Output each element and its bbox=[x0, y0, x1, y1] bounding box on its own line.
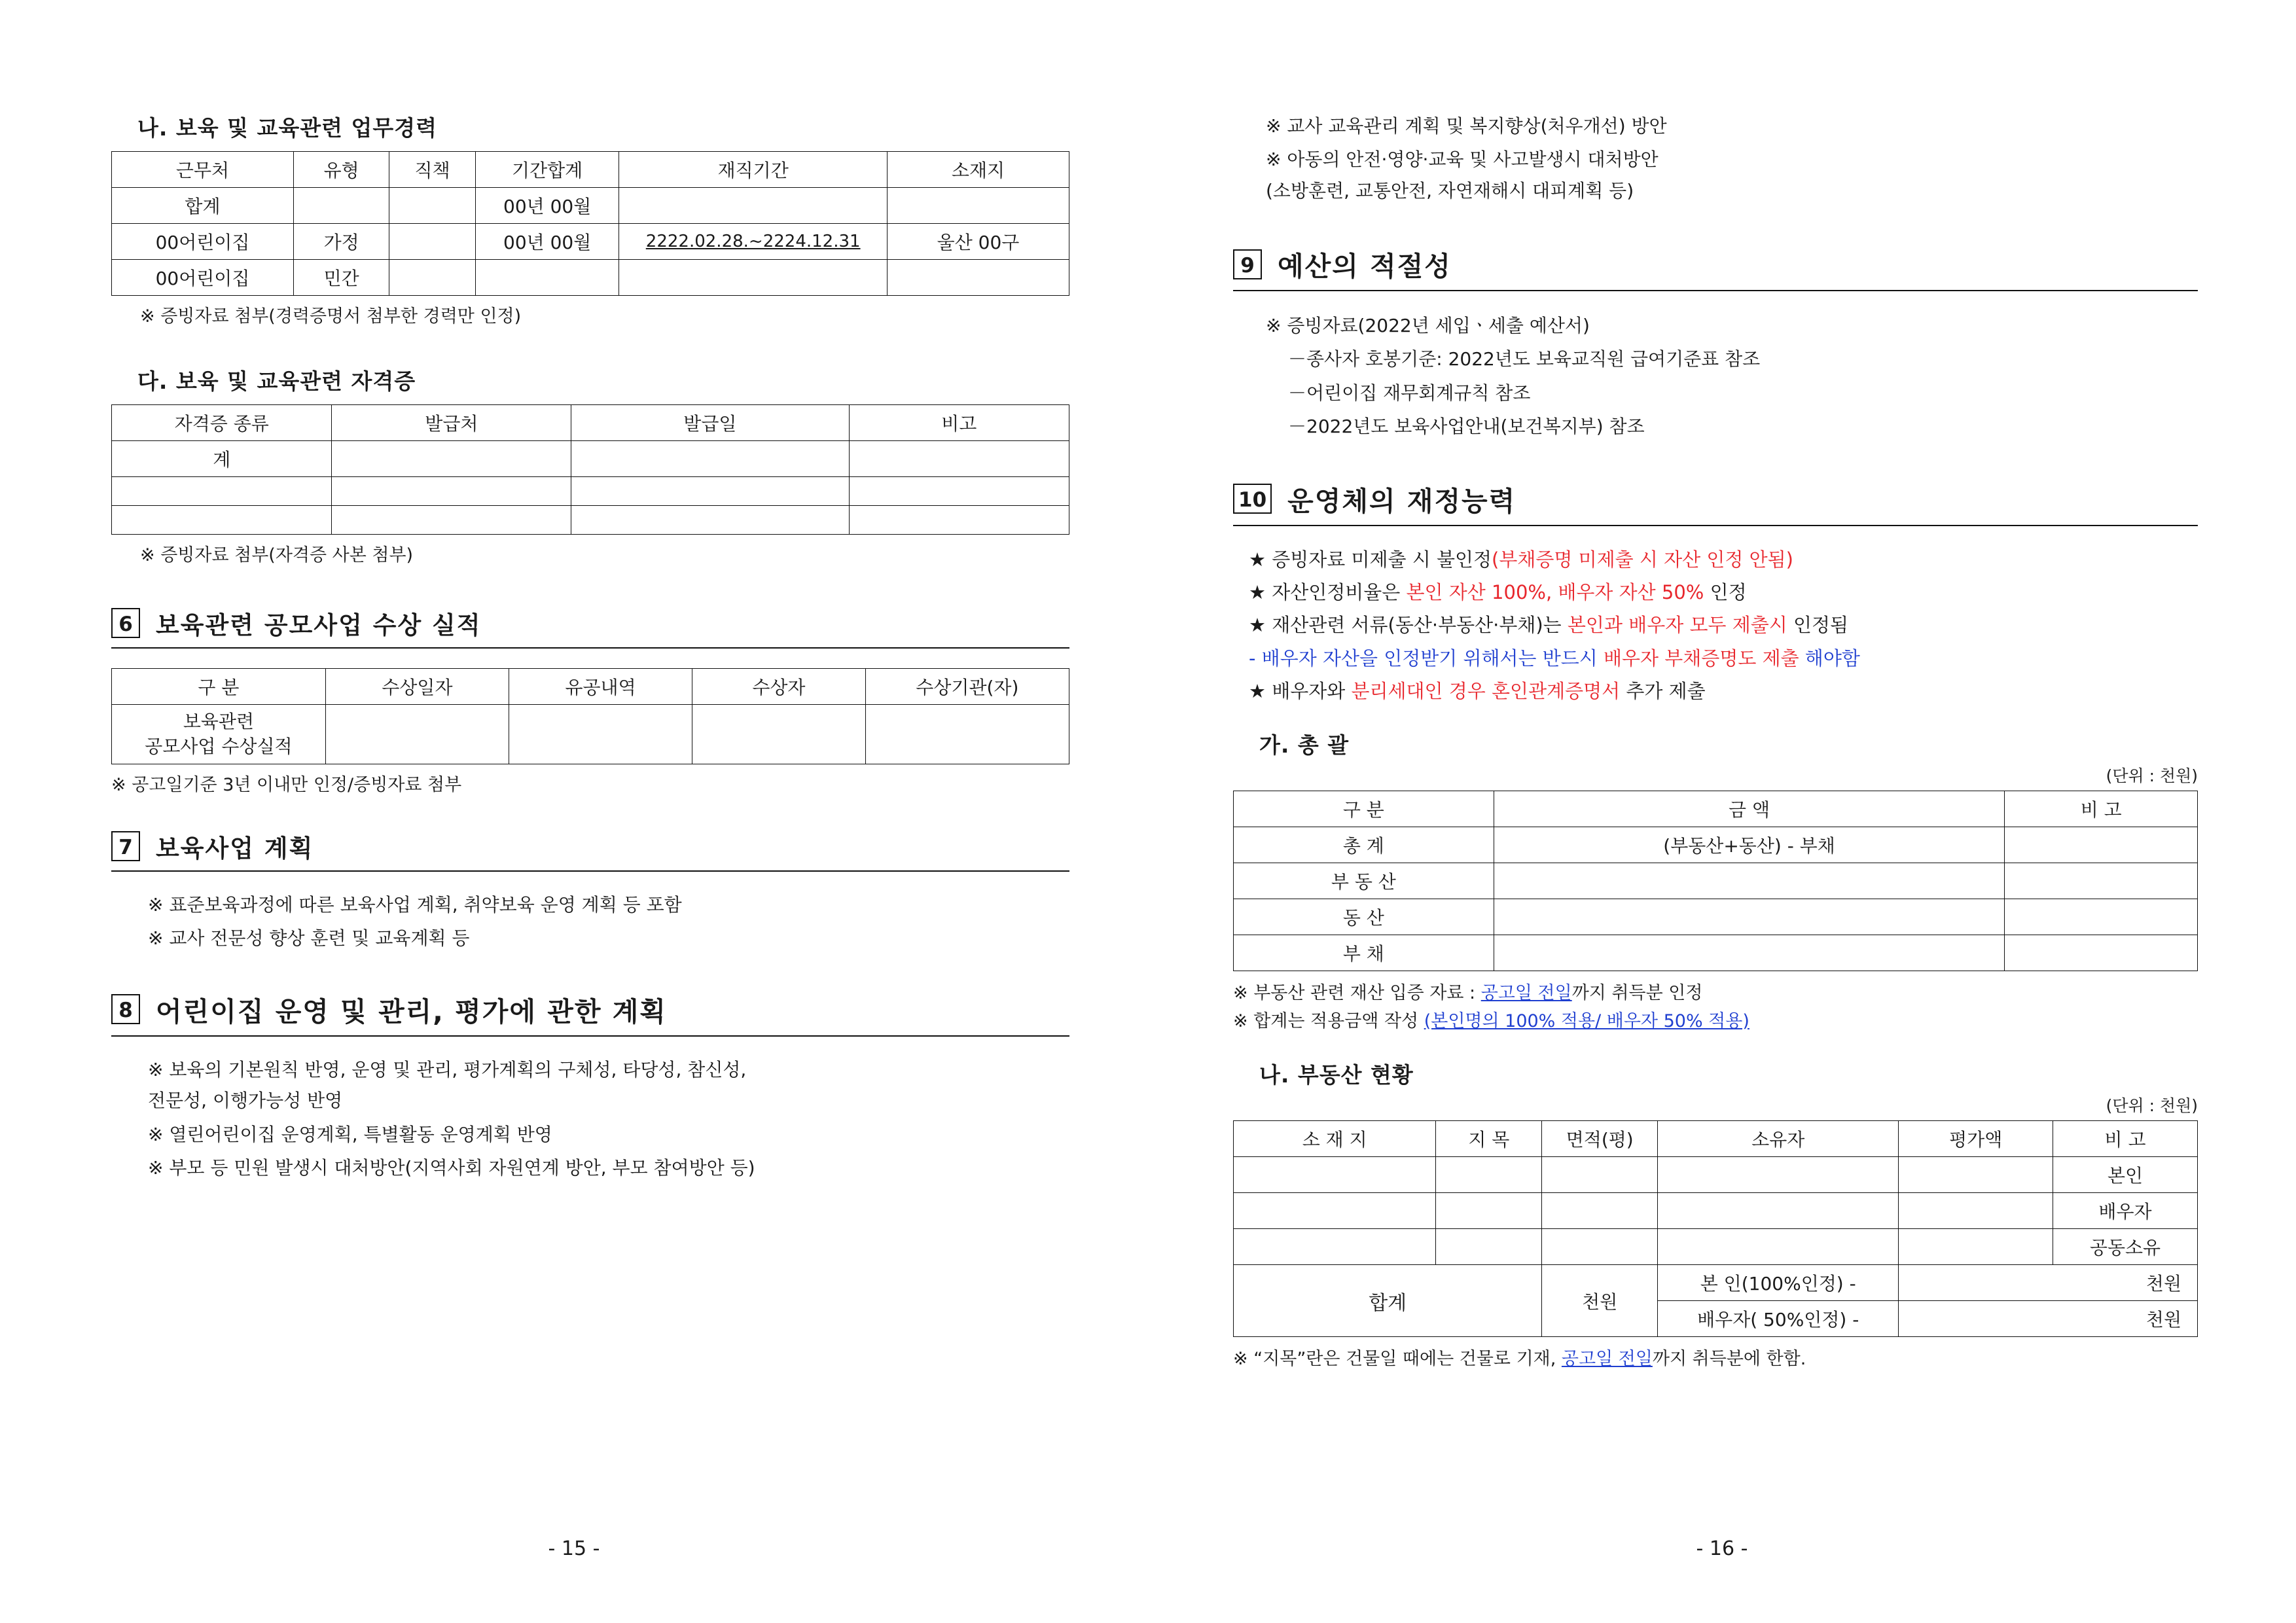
cell-division: 부 채 bbox=[1234, 935, 1494, 971]
star-text: ★ 재산관련 서류(동산·부동산·부채)는 bbox=[1249, 614, 1568, 637]
cell-type bbox=[293, 188, 389, 224]
summary-unit: (단위 : 천원) bbox=[2106, 766, 2198, 786]
cell-issuer bbox=[332, 440, 571, 476]
section-7-items bbox=[148, 890, 1069, 954]
star-text-tail: 추가 제출 bbox=[1620, 680, 1706, 703]
table-row bbox=[1234, 935, 2198, 971]
col-appraised-value: 평가액 bbox=[1899, 1121, 2053, 1157]
col-remarks: 비 고 bbox=[2053, 1121, 2198, 1157]
list-item: －어린이집 재무회계규칙 참조 bbox=[1288, 382, 1531, 404]
table-total-row bbox=[1234, 1265, 2198, 1301]
cell-issue-date bbox=[571, 476, 849, 505]
cell-owner-self: 본 인(100%인정) - bbox=[1658, 1265, 1899, 1301]
section-7-title: 보육사업 계획 bbox=[156, 834, 314, 863]
right-column bbox=[1148, 0, 2296, 1623]
note-highlight: 공고일 전일 bbox=[1480, 983, 1572, 1004]
col-issuer: 발급처 bbox=[332, 404, 571, 440]
cell-land-category bbox=[1436, 1193, 1542, 1229]
section-10-title: 운영체의 재정능력 bbox=[1287, 485, 1516, 517]
realestate-heading: 나. 부동산 현황 bbox=[1259, 1062, 1414, 1088]
section-6-title: 보육관련 공모사업 수상 실적 bbox=[156, 611, 482, 639]
table-row bbox=[112, 505, 1069, 534]
cell-amount: (부동산+동산) - 부채 bbox=[1494, 827, 2005, 863]
section-6-number: 6 bbox=[111, 608, 140, 638]
cell-workplace: 합계 bbox=[112, 188, 294, 224]
section-9-heading bbox=[1233, 245, 2198, 283]
realestate-note bbox=[1233, 1346, 2198, 1373]
table-row bbox=[112, 705, 1069, 764]
cell-amount bbox=[1494, 863, 2005, 899]
summary-note-2 bbox=[1233, 1008, 2198, 1035]
section-6-heading bbox=[111, 605, 1069, 641]
cell-value-spouse: 천원 bbox=[1899, 1301, 2198, 1337]
cell-remarks bbox=[849, 505, 1069, 534]
col-remarks: 비고 bbox=[849, 404, 1069, 440]
cell-total-period: 00년 00월 bbox=[475, 188, 619, 224]
section-8-title: 어린이집 운영 및 관리, 평가에 관한 계획 bbox=[156, 995, 667, 1027]
list-item: －2022년도 보육사업안내(보건복지부) 참조 bbox=[1288, 416, 1645, 438]
cell-owner-spouse: 배우자( 50%인정) - bbox=[1658, 1301, 1899, 1337]
star-text-tail: 인정됨 bbox=[1787, 614, 1848, 637]
col-remarks: 비 고 bbox=[2005, 791, 2198, 827]
cell-amount bbox=[1494, 935, 2005, 971]
list-item: ※ 열린어린이집 운영계획, 특별활동 운영계획 반영 bbox=[148, 1123, 552, 1145]
page-number-right: - 16 - bbox=[1696, 1537, 1748, 1560]
star-text: ★ 증빙자료 미제출 시 불인정 bbox=[1249, 548, 1492, 571]
cell-location: 울산 00구 bbox=[887, 224, 1069, 260]
table-row bbox=[1234, 827, 2198, 863]
list-item: 전문성, 이행가능성 반영 bbox=[148, 1090, 343, 1112]
cell-position bbox=[389, 224, 476, 260]
cell-awardee bbox=[692, 705, 866, 764]
cell-type: 가정 bbox=[293, 224, 389, 260]
table-row bbox=[112, 224, 1069, 260]
section-7-number: 7 bbox=[111, 831, 140, 861]
certificates-heading: 다. 보육 및 교육관련 자격증 bbox=[137, 368, 416, 394]
subsection-realestate bbox=[1233, 1058, 2198, 1373]
col-location: 소 재 지 bbox=[1234, 1121, 1436, 1157]
cell-owner bbox=[1658, 1229, 1899, 1265]
table-header-row bbox=[1234, 1121, 2198, 1157]
cell-location bbox=[887, 188, 1069, 224]
cell-amount bbox=[1494, 899, 2005, 935]
cell-total-label: 합계 bbox=[1234, 1265, 1542, 1337]
cell-total-period bbox=[475, 260, 619, 296]
cell-cert-type bbox=[112, 476, 332, 505]
list-item: ※ 표준보육과정에 따른 보육사업 계획, 취약보육 운영 계획 등 포함 bbox=[148, 894, 682, 916]
realestate-unit: (단위 : 천원) bbox=[2106, 1096, 2198, 1116]
star-highlight: (부채증명 미제출 시 자산 인정 안됨) bbox=[1492, 548, 1793, 571]
section-10-number: 10 bbox=[1233, 484, 1272, 514]
section-10-rule bbox=[1233, 525, 2198, 526]
table-header-row bbox=[112, 669, 1069, 705]
list-item bbox=[1249, 577, 2198, 607]
table-row bbox=[1234, 1229, 2198, 1265]
finance-star-notes bbox=[1249, 544, 2198, 707]
list-item: ※ 아동의 안전·영양·교육 및 사고발생시 대처방안 bbox=[1266, 149, 1659, 171]
note-text: ※ 합계는 적용금액 작성 bbox=[1233, 1010, 1424, 1031]
col-issue-date: 발급일 bbox=[571, 404, 849, 440]
awards-note: ※ 공고일기준 3년 이내만 인정/증빙자료 첨부 bbox=[111, 774, 462, 795]
star-text: - 배우자 자산을 인정받기 위해서는 반드시 bbox=[1249, 647, 1604, 669]
note-text-tail: 까지 취득분에 한함. bbox=[1652, 1349, 1806, 1370]
col-area: 면적(평) bbox=[1542, 1121, 1658, 1157]
cell-cert-type: 계 bbox=[112, 440, 332, 476]
list-item: ※ 부모 등 민원 발생시 대처방안(지역사회 자원연계 방안, 부모 참여방안 등) bbox=[148, 1156, 755, 1179]
cell-owner bbox=[1658, 1193, 1899, 1229]
note-highlight: 공고일 전일 bbox=[1561, 1349, 1653, 1370]
realestate-table bbox=[1233, 1120, 2198, 1337]
section-work-experience bbox=[111, 111, 1069, 330]
cell-total-period: 00년 00월 bbox=[475, 224, 619, 260]
cell-remarks: 배우자 bbox=[2053, 1193, 2198, 1229]
star-text: ★ 자산인정비율은 bbox=[1249, 580, 1407, 603]
cell-cert-type bbox=[112, 505, 332, 534]
list-item bbox=[1249, 676, 2198, 706]
cell-location bbox=[1234, 1193, 1436, 1229]
cell-location bbox=[887, 260, 1069, 296]
col-position: 직책 bbox=[389, 152, 476, 188]
cell-remarks: 본인 bbox=[2053, 1157, 2198, 1193]
certificates-table bbox=[111, 404, 1069, 535]
cell-division: 동 산 bbox=[1234, 899, 1494, 935]
cell-remarks: 공동소유 bbox=[2053, 1229, 2198, 1265]
awards-table bbox=[111, 668, 1069, 764]
star-highlight: 분리세대인 경우 혼인관계증명서 bbox=[1351, 680, 1621, 703]
cell-issuer bbox=[332, 505, 571, 534]
section-8-heading bbox=[111, 990, 1069, 1029]
cell-land-category bbox=[1436, 1229, 1542, 1265]
star-highlight: 본인 자산 100%, 배우자 자산 50% bbox=[1406, 580, 1704, 603]
cell-remarks bbox=[849, 440, 1069, 476]
cell-employment-period bbox=[619, 260, 888, 296]
cell-employment-period: 2222.02.28.~2224.12.31 bbox=[619, 224, 888, 260]
table-row bbox=[1234, 899, 2198, 935]
star-text-tail: 인정 bbox=[1704, 580, 1747, 603]
section-6-rule bbox=[111, 647, 1069, 649]
work-experience-table bbox=[111, 151, 1069, 296]
col-location: 소재지 bbox=[887, 152, 1069, 188]
col-award-date: 수상일자 bbox=[325, 669, 509, 705]
summary-heading: 가. 총 괄 bbox=[1259, 732, 1350, 758]
table-header-row bbox=[112, 152, 1069, 188]
list-item: ※ 증빙자료(2022년 세입ㆍ세출 예산서) bbox=[1266, 315, 1590, 337]
col-total-period: 기간합계 bbox=[475, 152, 619, 188]
cell-appraised-value bbox=[1899, 1157, 2053, 1193]
award-label-line1: 보육관련 bbox=[183, 711, 255, 732]
section-9-title: 예산의 적절성 bbox=[1278, 251, 1452, 283]
cell-remarks bbox=[2005, 863, 2198, 899]
cell-area bbox=[1542, 1157, 1658, 1193]
cell-land-category bbox=[1436, 1157, 1542, 1193]
section-10-finance bbox=[1233, 480, 2198, 1373]
summary-note-1 bbox=[1233, 980, 2198, 1007]
subsection-summary bbox=[1233, 728, 2198, 1035]
section-10-heading bbox=[1233, 480, 2198, 518]
list-item bbox=[1249, 643, 2198, 673]
cell-awarding-org bbox=[865, 705, 1069, 764]
work-experience-heading: 나. 보육 및 교육관련 업무경력 bbox=[137, 115, 438, 141]
cell-division: 총 계 bbox=[1234, 827, 1494, 863]
list-item bbox=[1249, 610, 2198, 640]
section-9-items bbox=[1266, 311, 2198, 441]
cell-award-label bbox=[112, 705, 326, 764]
note-highlight: (본인명의 100% 적용/ 배우자 50% 적용) bbox=[1424, 1010, 1749, 1031]
cell-position bbox=[389, 188, 476, 224]
list-item: ※ 교사 전문성 향상 훈련 및 교육계획 등 bbox=[148, 927, 470, 950]
star-text: ★ 배우자와 bbox=[1249, 680, 1352, 703]
col-awarding-org: 수상기관(자) bbox=[865, 669, 1069, 705]
star-highlight: 본인과 배우자 모두 제출시 bbox=[1567, 614, 1787, 637]
note-text: ※ “지목”란은 건물일 때에는 건물로 기재, bbox=[1233, 1349, 1562, 1370]
cell-appraised-value bbox=[1899, 1229, 2053, 1265]
section-7-rule bbox=[111, 870, 1069, 872]
section-8-items bbox=[148, 1055, 1069, 1183]
table-row bbox=[1234, 863, 2198, 899]
cell-workplace: 00어린이집 bbox=[112, 260, 294, 296]
award-label-line2: 공모사업 수상실적 bbox=[145, 735, 293, 757]
table-row bbox=[1234, 1193, 2198, 1229]
cell-position bbox=[389, 260, 476, 296]
col-merit: 유공내역 bbox=[509, 669, 692, 705]
cell-issue-date bbox=[571, 440, 849, 476]
cell-owner bbox=[1658, 1157, 1899, 1193]
page-number-left: - 15 - bbox=[548, 1537, 600, 1560]
section-8-number: 8 bbox=[111, 994, 140, 1024]
col-amount: 금 액 bbox=[1494, 791, 2005, 827]
section-7-plan bbox=[111, 829, 1069, 954]
star-highlight: 배우자 부채증명도 제출 bbox=[1604, 647, 1799, 669]
cell-type: 민간 bbox=[293, 260, 389, 296]
col-awardee: 수상자 bbox=[692, 669, 866, 705]
section-9-number: 9 bbox=[1233, 249, 1262, 279]
list-item: ※ 교사 교육관리 계획 및 복지향상(처우개선) 방안 bbox=[1266, 115, 1667, 137]
table-header-row bbox=[1234, 791, 2198, 827]
col-type: 유형 bbox=[293, 152, 389, 188]
cell-remarks bbox=[2005, 827, 2198, 863]
cell-area bbox=[1542, 1193, 1658, 1229]
note-text: ※ 부동산 관련 재산 입증 자료 : bbox=[1233, 983, 1481, 1004]
list-item: －종사자 호봉기준: 2022년도 보육교직원 급여기준표 참조 bbox=[1288, 348, 1761, 370]
cell-issuer bbox=[332, 476, 571, 505]
right-top-notes bbox=[1266, 111, 2198, 205]
cell-award-date bbox=[325, 705, 509, 764]
table-row bbox=[112, 440, 1069, 476]
table-header-row bbox=[112, 404, 1069, 440]
col-division: 구 분 bbox=[112, 669, 326, 705]
cell-value-self: 천원 bbox=[1899, 1265, 2198, 1301]
certificates-note: ※ 증빙자료 첨부(자격증 사본 첨부) bbox=[140, 544, 414, 565]
section-8-rule bbox=[111, 1035, 1069, 1037]
section-9-budget bbox=[1233, 245, 2198, 441]
col-owner: 소유자 bbox=[1658, 1121, 1899, 1157]
section-certificates bbox=[111, 365, 1069, 569]
cell-employment-period bbox=[619, 188, 888, 224]
cell-location bbox=[1234, 1229, 1436, 1265]
summary-table bbox=[1233, 791, 2198, 971]
col-cert-type: 자격증 종류 bbox=[112, 404, 332, 440]
star-text-tail: 해야함 bbox=[1799, 647, 1860, 669]
list-item bbox=[1249, 544, 2198, 575]
cell-remarks bbox=[2005, 935, 2198, 971]
col-employment-period: 재직기간 bbox=[619, 152, 888, 188]
table-row bbox=[112, 260, 1069, 296]
col-workplace: 근무처 bbox=[112, 152, 294, 188]
table-row bbox=[1234, 1157, 2198, 1193]
cell-remarks bbox=[2005, 899, 2198, 935]
section-6-awards bbox=[111, 605, 1069, 798]
list-item: ※ 보육의 기본원칙 반영, 운영 및 관리, 평가계획의 구체성, 타당성, 참신성, bbox=[148, 1058, 747, 1080]
cell-workplace: 00어린이집 bbox=[112, 224, 294, 260]
col-land-category: 지 목 bbox=[1436, 1121, 1542, 1157]
cell-division: 부 동 산 bbox=[1234, 863, 1494, 899]
list-item: (소방훈련, 교통안전, 자연재해시 대피계획 등) bbox=[1266, 179, 1634, 202]
cell-area bbox=[1542, 1229, 1658, 1265]
section-9-rule bbox=[1233, 290, 2198, 291]
table-row bbox=[112, 476, 1069, 505]
table-row bbox=[112, 188, 1069, 224]
cell-issue-date bbox=[571, 505, 849, 534]
note-text-tail: 까지 취득분 인정 bbox=[1571, 983, 1703, 1004]
cell-remarks bbox=[849, 476, 1069, 505]
col-division: 구 분 bbox=[1234, 791, 1494, 827]
cell-merit bbox=[509, 705, 692, 764]
cell-location bbox=[1234, 1157, 1436, 1193]
section-8-operation bbox=[111, 990, 1069, 1183]
work-experience-note: ※ 증빙자료 첨부(경력증명서 첨부한 경력만 인정) bbox=[140, 306, 522, 327]
section-7-heading bbox=[111, 829, 1069, 864]
cell-total-unit: 천원 bbox=[1542, 1265, 1658, 1337]
cell-appraised-value bbox=[1899, 1193, 2053, 1229]
